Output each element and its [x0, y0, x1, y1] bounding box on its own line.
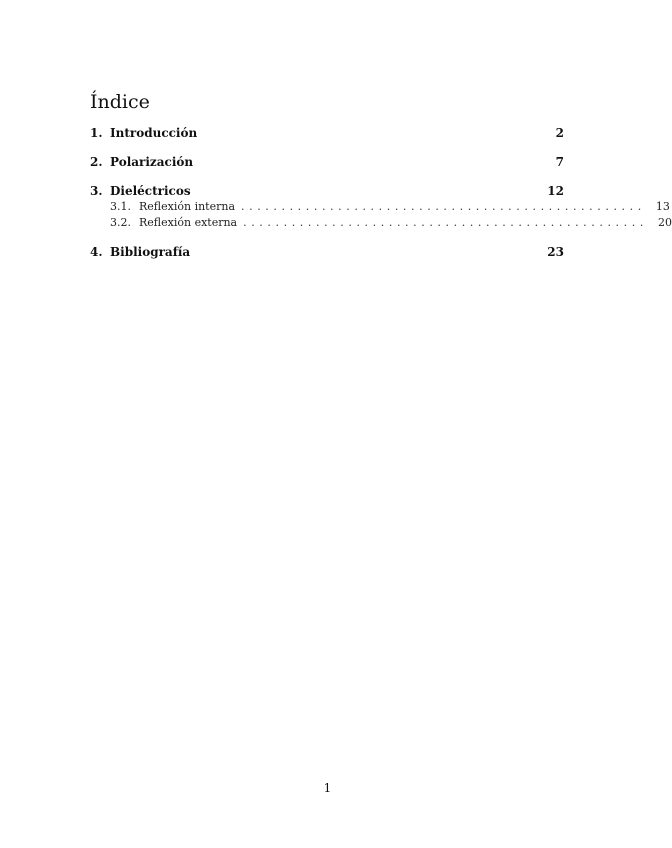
toc-spacer	[90, 142, 564, 155]
footer-page-number: 1	[323, 781, 332, 795]
toc-entry-page: 2	[555, 126, 564, 140]
toc-entry-dielectricos[interactable]	[90, 184, 564, 200]
toc-entry-page: 12	[547, 184, 564, 198]
toc-entry-polarizacion[interactable]	[90, 155, 564, 171]
toc-spacer	[90, 232, 564, 245]
toc-entry-number: 1.	[90, 126, 103, 140]
toc-subentry-number: 3.2.	[110, 216, 131, 229]
toc-subentry-page: 20	[657, 216, 672, 229]
toc-entry-number: 2.	[90, 155, 103, 169]
toc-subentry-reflexion-interna[interactable]	[90, 200, 670, 216]
toc-subentry-label: Reflexión externa	[139, 216, 238, 229]
toc-title: Índice	[90, 91, 150, 113]
toc-entry-number: 3.	[90, 184, 103, 198]
toc-leader-dots: ..................................................	[241, 200, 646, 213]
toc-entry-label: Bibliografía	[110, 245, 191, 259]
toc-subentry-number: 3.1.	[110, 200, 131, 213]
toc-entry-introduccion[interactable]	[90, 126, 564, 142]
toc-subentry-reflexion-externa[interactable]	[90, 216, 672, 232]
toc-subentry-label: Reflexión interna	[139, 200, 235, 213]
toc-entry-label: Dieléctricos	[110, 184, 191, 198]
toc-entry-page: 23	[547, 245, 564, 259]
toc-entry-page: 7	[555, 155, 564, 169]
toc-subentry-page: 13	[655, 200, 670, 213]
toc-entry-label: Polarización	[110, 155, 194, 169]
toc-entry-bibliografia[interactable]	[90, 245, 564, 261]
table-of-contents	[90, 126, 672, 261]
toc-leader-dots: ..................................................	[243, 216, 648, 229]
toc-entry-number: 4.	[90, 245, 103, 259]
toc-spacer	[90, 171, 564, 184]
toc-entry-label: Introducción	[110, 126, 198, 140]
